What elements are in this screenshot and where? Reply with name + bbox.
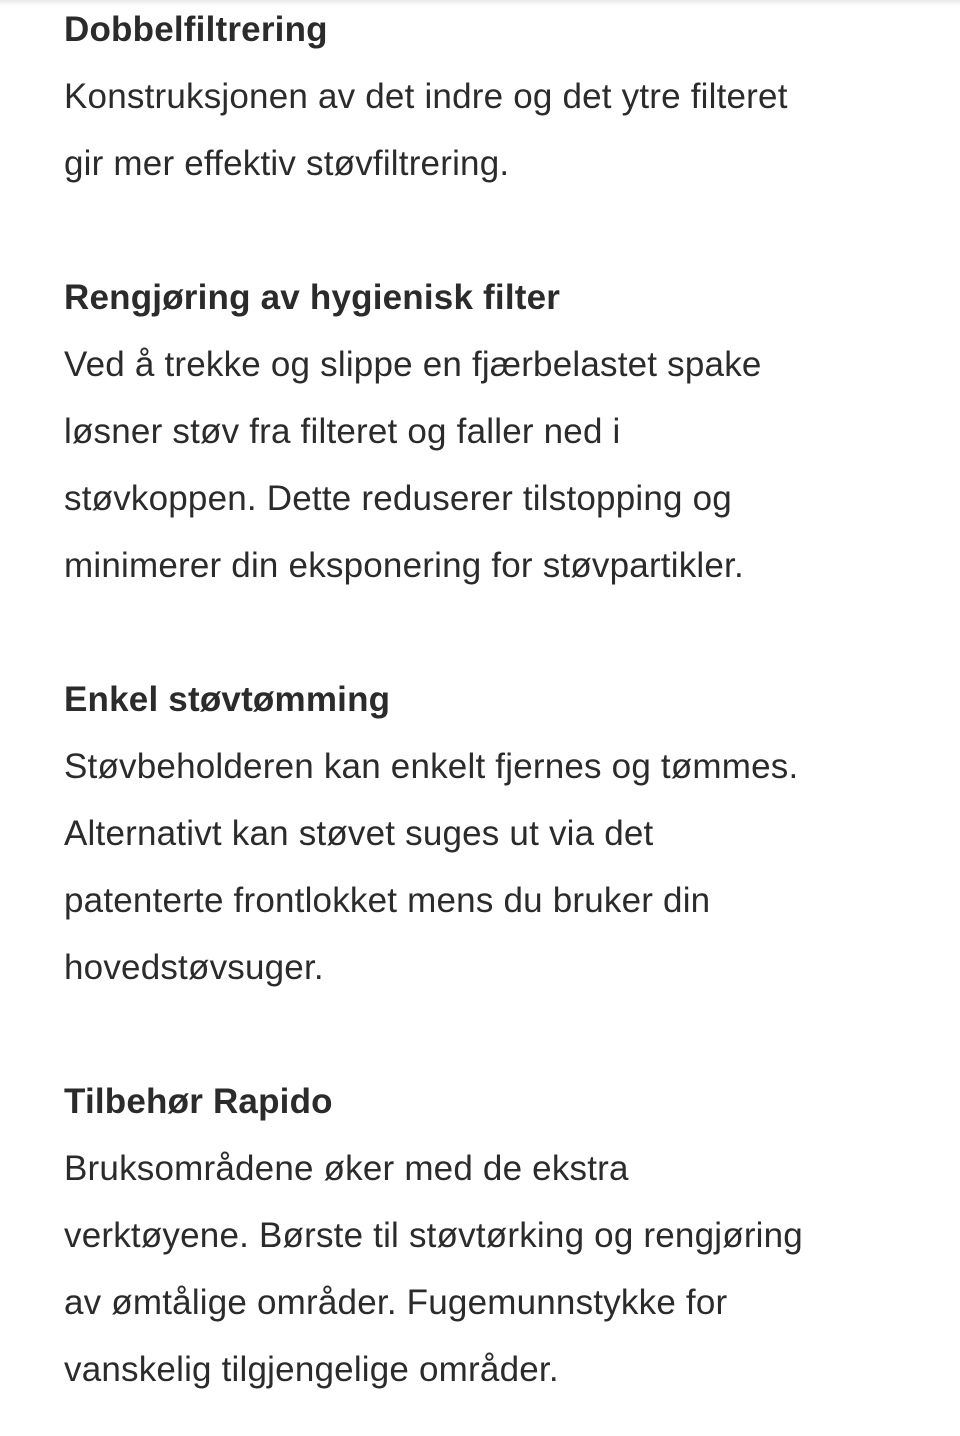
section-heading: Tilbehør Rapido bbox=[64, 1082, 333, 1121]
section-text-line: løsner støv fra filteret og faller ned i bbox=[64, 412, 621, 451]
section-heading: Rengjøring av hygienisk filter bbox=[64, 278, 561, 317]
section-text-line: Støvbeholderen kan enkelt fjernes og tømmes. bbox=[64, 747, 799, 786]
spacer bbox=[64, 197, 914, 264]
section-enkel-stovtomming bbox=[64, 666, 914, 1001]
section-dobbelfiltrering bbox=[64, 0, 914, 197]
section-text-line: Ved å trekke og slippe en fjærbelastet spake bbox=[64, 345, 762, 384]
spacer bbox=[64, 599, 914, 666]
section-text-line: verktøyene. Børste til støvtørking og rengjøring bbox=[64, 1216, 803, 1255]
section-text-line: Bruksområdene øker med de ekstra bbox=[64, 1149, 629, 1188]
section-text-line: Konstruksjonen av det indre og det ytre filteret bbox=[64, 77, 788, 116]
section-rengjoring-filter bbox=[64, 264, 914, 599]
section-text-line: gir mer effektiv støvfiltrering. bbox=[64, 144, 510, 183]
section-text-line: støvkoppen. Dette reduserer tilstopping og bbox=[64, 479, 732, 518]
spacer bbox=[64, 1001, 914, 1068]
section-text-line: vanskelig tilgjengelige områder. bbox=[64, 1350, 559, 1389]
section-heading: Dobbelfiltrering bbox=[64, 10, 328, 49]
section-text-line: patenterte frontlokket mens du bruker din bbox=[64, 881, 711, 920]
section-text-line: Alternativt kan støvet suges ut via det bbox=[64, 814, 654, 853]
article-body bbox=[64, 0, 914, 1403]
section-text-line: hovedstøvsuger. bbox=[64, 948, 324, 987]
section-text-line: av ømtålige områder. Fugemunnstykke for bbox=[64, 1283, 728, 1322]
section-heading: Enkel støvtømming bbox=[64, 680, 391, 719]
section-tilbehor-rapido bbox=[64, 1068, 914, 1403]
section-text-line: minimerer din eksponering for støvpartikler. bbox=[64, 546, 744, 585]
